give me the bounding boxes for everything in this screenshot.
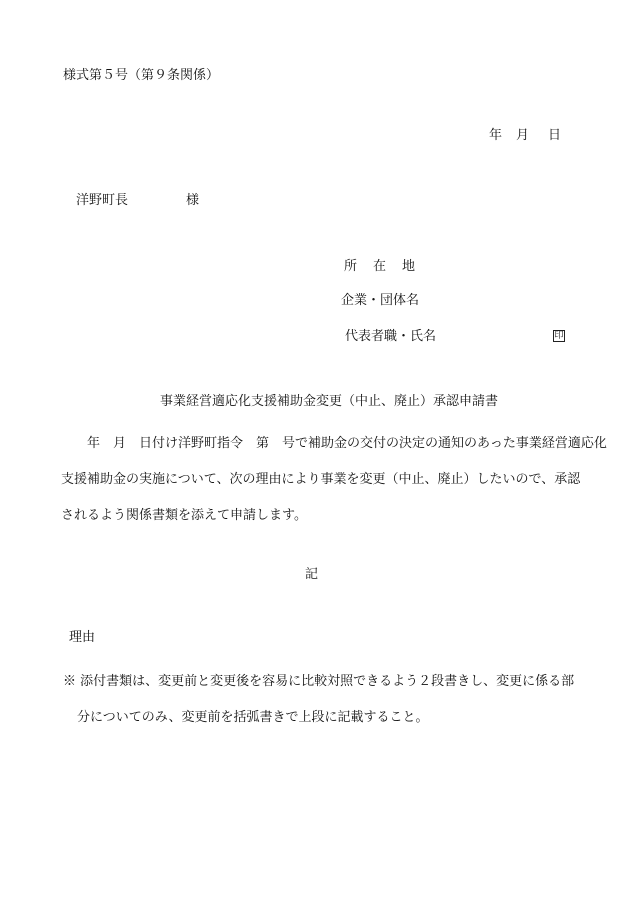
date-year-label: 年	[489, 128, 503, 143]
applicant-company-label: 企業・団体名	[341, 293, 420, 308]
date-line	[489, 128, 561, 144]
addressee-name: 洋野町長	[76, 193, 129, 208]
seal-mark: 印	[554, 331, 564, 341]
addressee-honorific: 様	[186, 193, 200, 208]
body-line-2: 支援補助金の実施について、次の理由により事業を変更（中止、廃止）したいので、承認	[61, 472, 581, 487]
body-line-1: 年 月 日付け洋野町指令 第 号で補助金の交付の決定の通知のあった事業経営適応化	[87, 436, 607, 451]
note-line-2: 分についてのみ、変更前を括弧書きで上段に記載すること。	[77, 710, 429, 725]
body-line-3: されるよう関係書類を添えて申請します。	[61, 508, 307, 523]
note-line-1: ※ 添付書類は、変更前と変更後を容易に比較対照できるよう２段書きし、変更に係る部	[63, 674, 575, 689]
form-number: 様式第５号（第９条関係）	[63, 68, 220, 83]
date-day-label: 日	[548, 128, 562, 143]
reason-label: 理由	[69, 630, 96, 645]
body-paragraph	[61, 426, 607, 534]
date-month-label: 月	[516, 128, 530, 143]
document-title: 事業経営適応化支援補助金変更（中止、廃止）承認申請書	[160, 394, 499, 409]
ki-heading: 記	[305, 567, 319, 582]
applicant-representative-label: 代表者職・氏名	[345, 329, 437, 344]
addressee	[76, 193, 199, 209]
note-paragraph	[63, 664, 583, 736]
applicant-address-label: 所在地	[344, 259, 432, 274]
